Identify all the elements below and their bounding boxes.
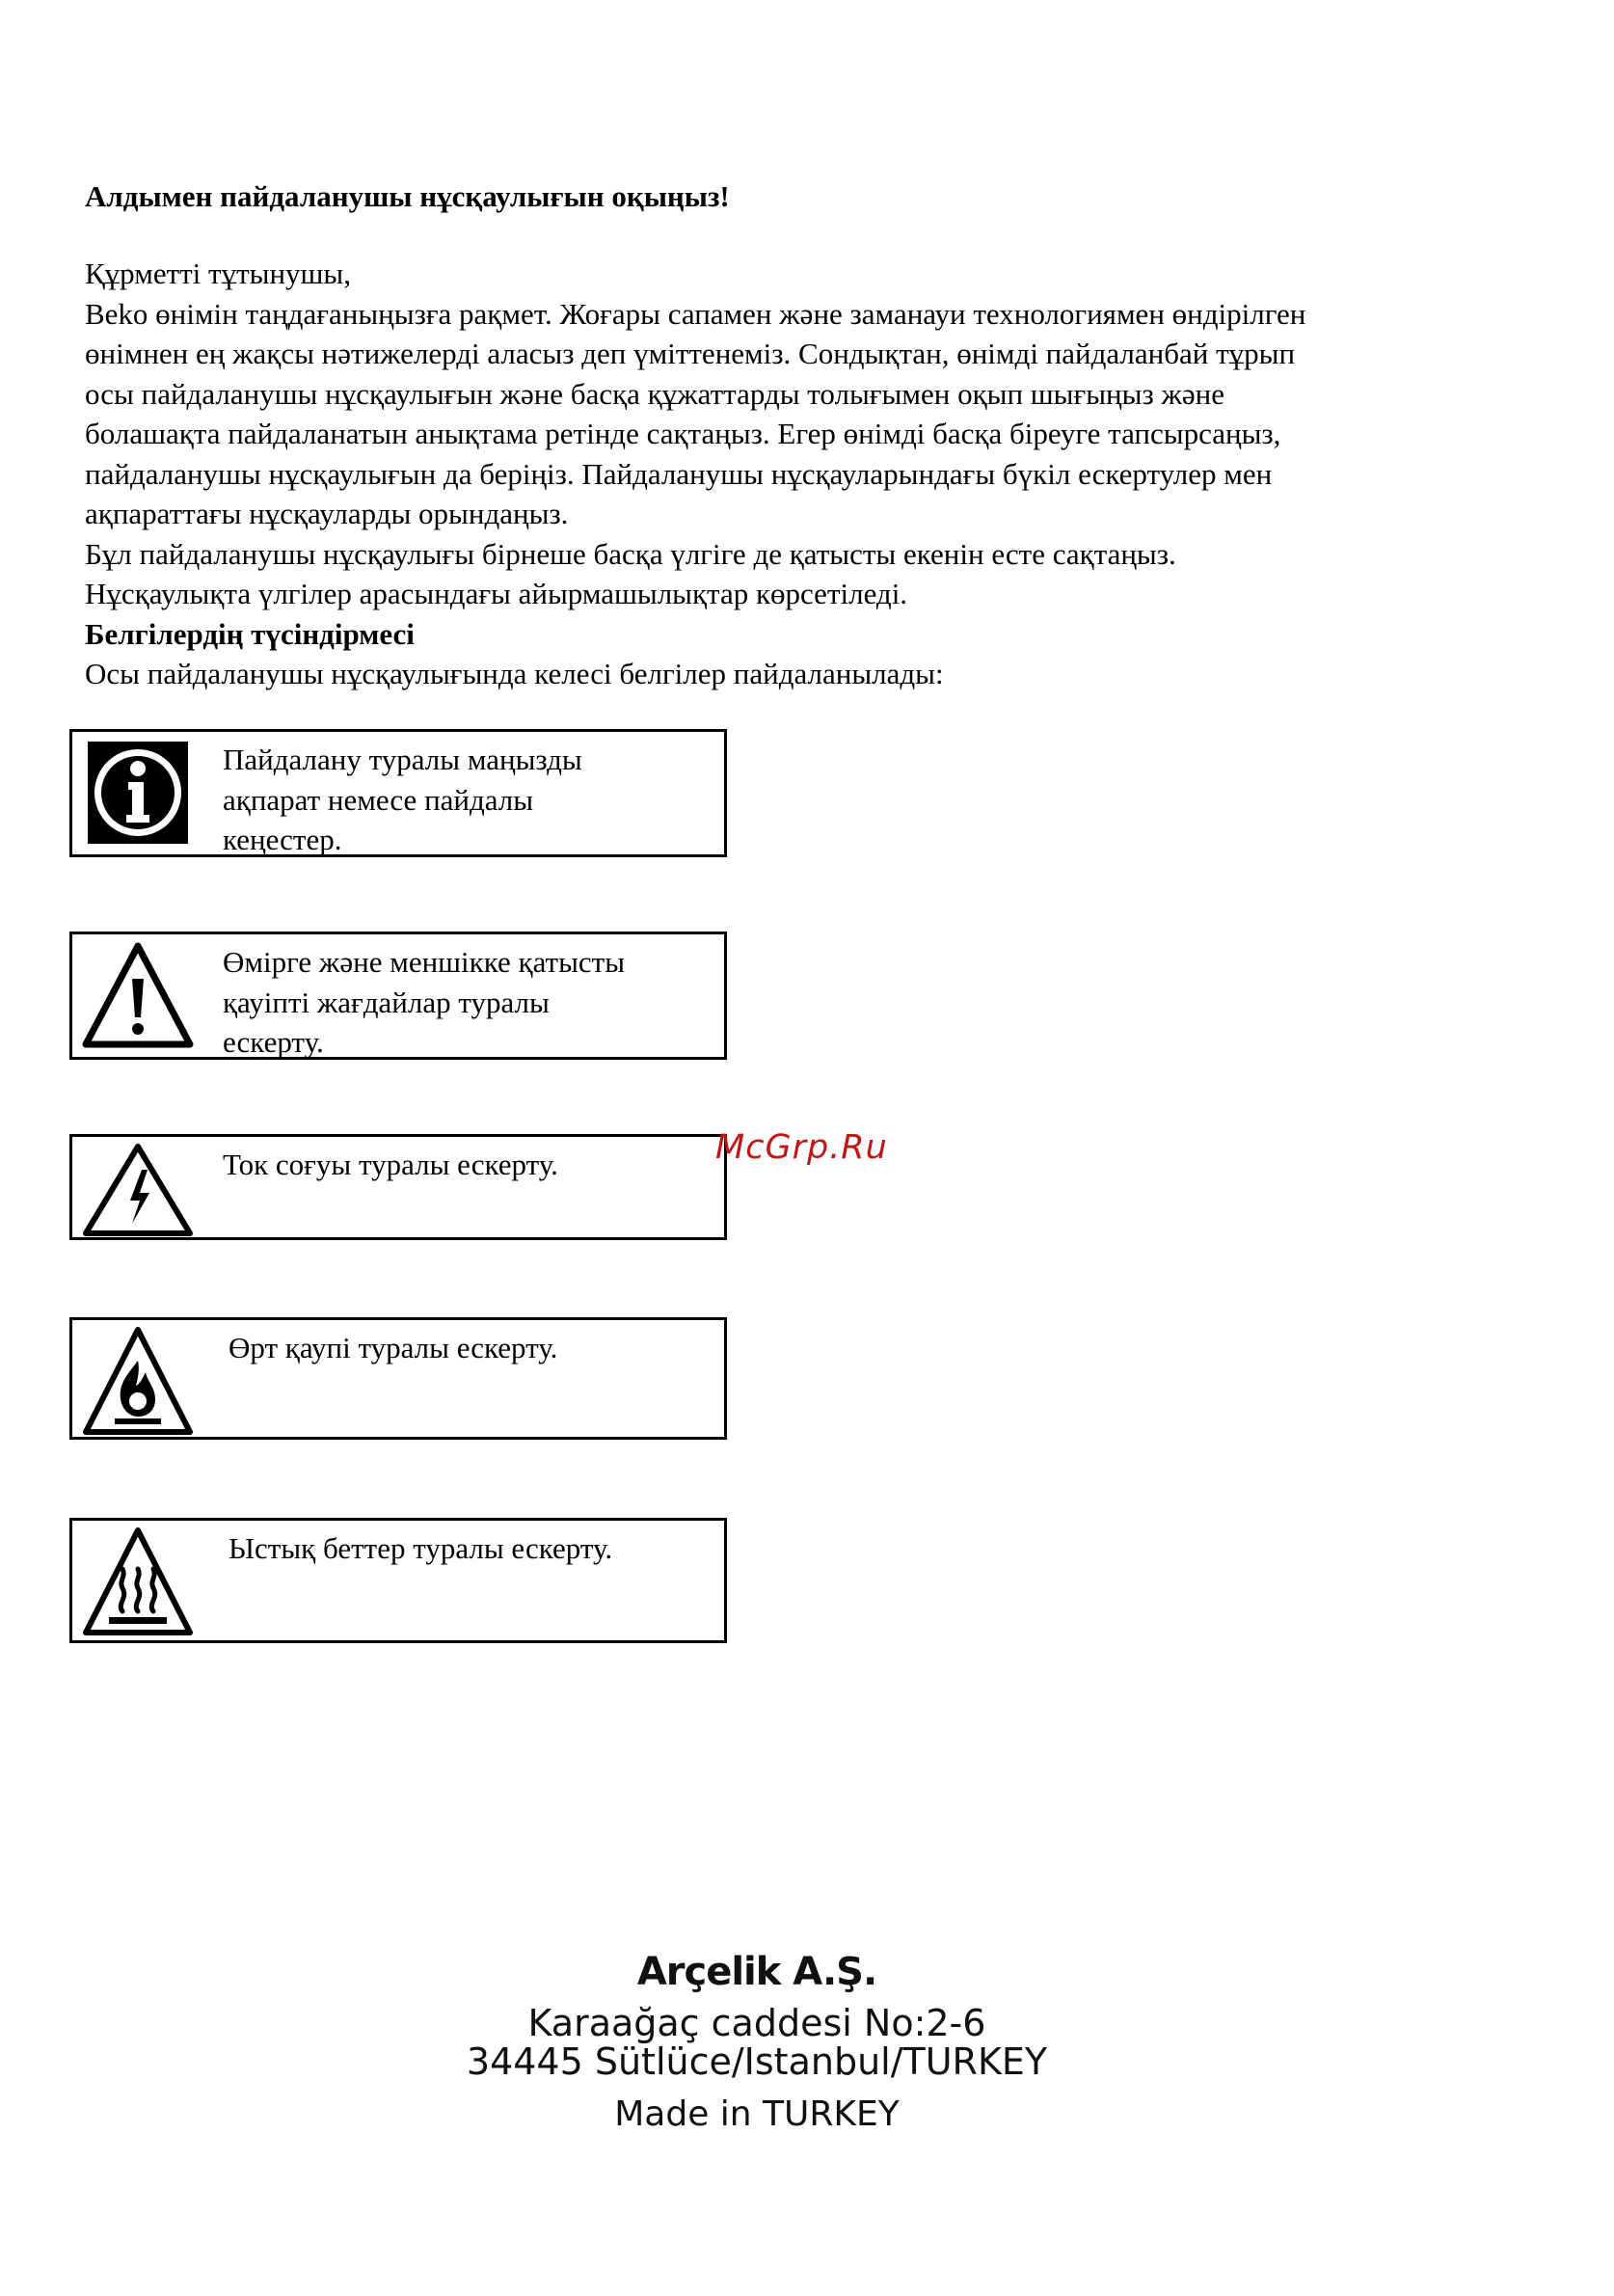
intro-text xyxy=(85,254,1531,694)
company-name: Arçelik A.Ş. xyxy=(636,1950,877,1994)
fire-hazard-icon xyxy=(80,1324,196,1438)
symbol-text-line: Өрт қаупі туралы ескерту. xyxy=(229,1331,558,1364)
body-line: Бұл пайдаланушы нұсқаулығы бірнеше басқа үлгіге де қатысты екенін есте сақтаңыз. xyxy=(85,536,1176,571)
symbol-box-fire-hazard xyxy=(69,1317,727,1440)
symbol-text-line: Пайдалану туралы маңызды xyxy=(223,743,582,776)
symbol-text-line: қауіпті жағдайлар туралы xyxy=(223,985,550,1019)
warning-icon xyxy=(80,938,196,1052)
symbol-description xyxy=(223,942,625,1063)
electric-shock-icon xyxy=(80,1141,196,1237)
symbol-box-warning xyxy=(69,932,727,1060)
symbol-text-line: ақпарат немесе пайдалы xyxy=(223,782,534,817)
body-line: осы пайдаланушы нұсқаулығын және басқа құжаттарды толығымен оқып шығыңыз және xyxy=(85,376,1224,411)
symbols-intro: Осы пайдаланушы нұсқаулығында келесі белгілер пайдаланылады: xyxy=(85,657,944,690)
address-line-2: 34445 Sütlüce/Istanbul/TURKEY xyxy=(466,2040,1048,2083)
symbol-box-hot-surface xyxy=(69,1518,727,1643)
body-line: болашақта пайдаланатын анықтама ретінде сақтаңыз. Егер өнімді басқа біреуге тапсырсаңыз, xyxy=(85,417,1281,450)
body-line: өнімнен ең жақсы нәтижелерді аласыз деп үміттенеміз. Сондықтан, өнімді пайдаланбай тұрып xyxy=(85,337,1296,370)
symbols-title: Белгілердің түсіндірмесі xyxy=(85,616,415,651)
hot-surface-icon xyxy=(80,1525,196,1638)
symbol-box-electric-shock xyxy=(69,1134,727,1240)
body-line: Нұсқаулықта үлгілер арасындағы айырмашылықтар көрсетіледі. xyxy=(85,577,908,610)
made-in-label: Made in TURKEY xyxy=(614,2094,900,2134)
body-line: Құрметті тұтынушы, xyxy=(85,257,352,290)
symbol-text-line: кеңестер. xyxy=(223,823,342,856)
symbol-text-line: Ток соғуы туралы ескерту. xyxy=(223,1148,558,1181)
symbol-box-info xyxy=(69,729,727,857)
symbol-text-line: ескерту. xyxy=(223,1025,324,1059)
watermark: McGrp.Ru xyxy=(715,1128,888,1167)
symbol-description xyxy=(223,1145,558,1185)
symbol-description xyxy=(229,1528,612,1569)
symbol-description xyxy=(229,1328,557,1368)
symbol-text-line: Ыстық беттер туралы ескерту. xyxy=(229,1531,613,1565)
info-icon xyxy=(80,736,196,850)
symbol-text-line: Өмірге және меншікке қатысты xyxy=(223,945,626,979)
body-line: Beko өнімін таңдағаныңызға рақмет. Жоғары сапамен және заманауи технологиямен өндірілген xyxy=(85,296,1306,331)
body-line: ақпараттағы нұсқауларды орындаңыз. xyxy=(85,497,569,530)
page-heading: Алдымен пайдаланушы нұсқаулығын оқыңыз! xyxy=(85,179,730,213)
address-line-1: Karaağaç caddesi No:2-6 xyxy=(527,2002,986,2044)
symbol-description xyxy=(223,740,582,860)
body-line: пайдаланушы нұсқаулығын да беріңіз. Пайдаланушы нұсқауларындағы бүкіл ескертулер мен xyxy=(85,456,1273,491)
